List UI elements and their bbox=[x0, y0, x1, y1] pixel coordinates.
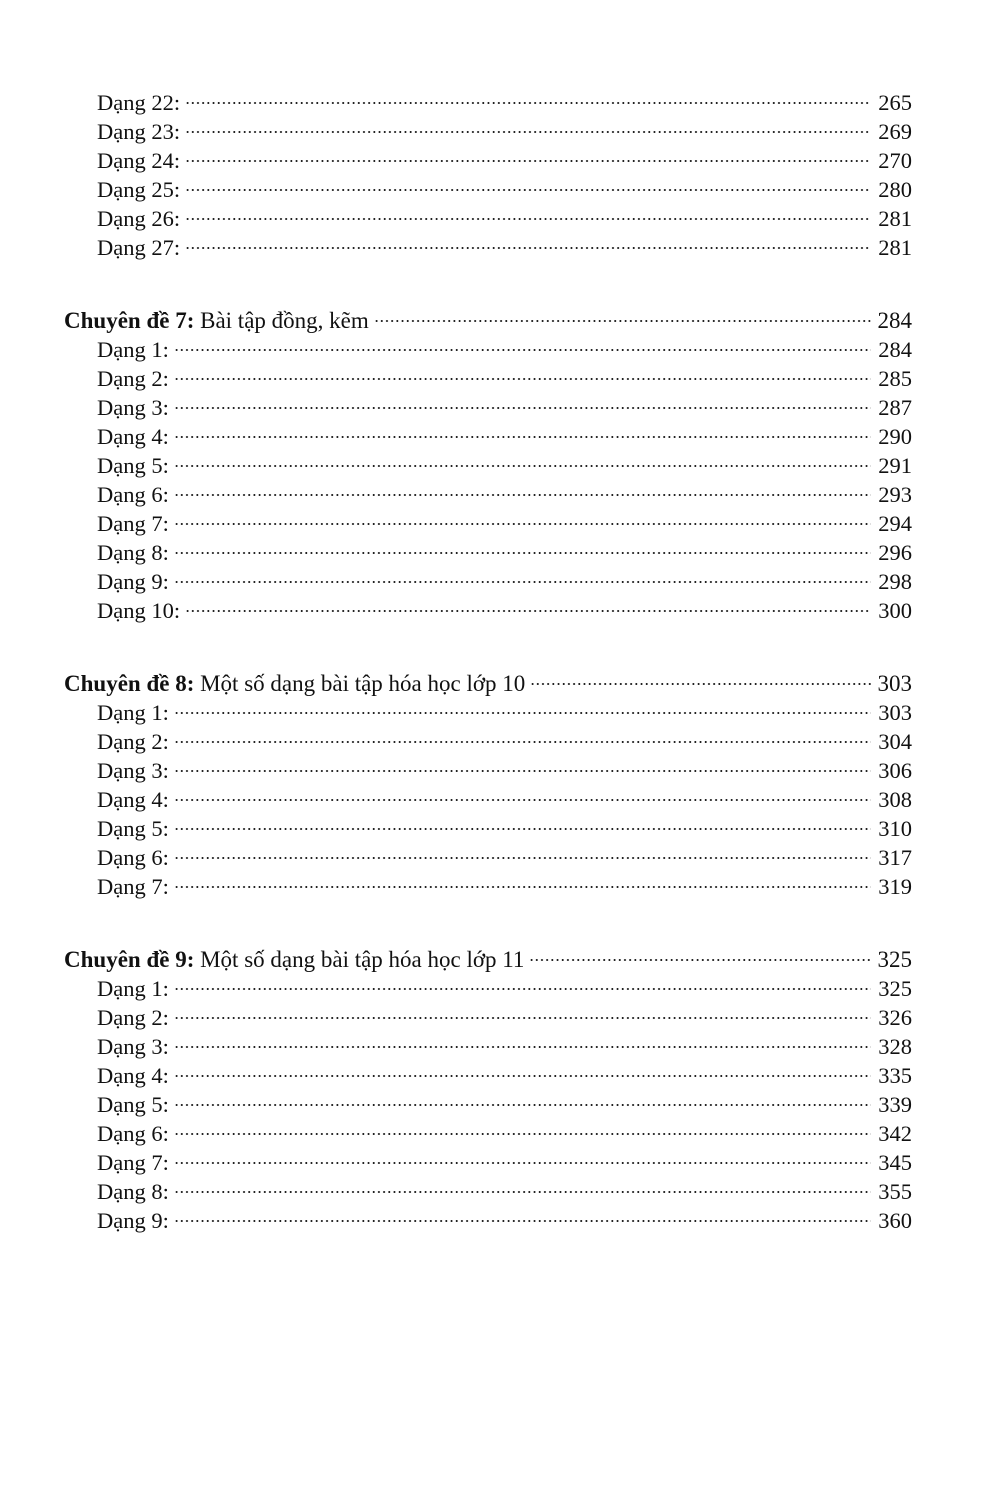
toc-entry[interactable] bbox=[64, 175, 912, 204]
entry-page: 294 bbox=[878, 511, 912, 536]
entry-label: Dạng 25: bbox=[97, 177, 181, 202]
toc-entry[interactable] bbox=[64, 814, 912, 843]
toc-group-continuation bbox=[64, 88, 912, 262]
entry-page: 280 bbox=[878, 177, 912, 202]
entry-label: Dạng 6: bbox=[97, 1121, 169, 1146]
table-of-contents bbox=[64, 88, 912, 1235]
entry-page: 281 bbox=[878, 206, 912, 231]
dot-leader bbox=[174, 523, 871, 525]
dot-leader bbox=[529, 959, 871, 961]
entry-page: 287 bbox=[878, 395, 912, 420]
chapter-title bbox=[64, 306, 369, 335]
entry-page: 285 bbox=[878, 366, 912, 391]
toc-entry[interactable] bbox=[64, 596, 912, 625]
toc-entry[interactable] bbox=[64, 509, 912, 538]
toc-entry[interactable] bbox=[64, 422, 912, 451]
toc-entry[interactable] bbox=[64, 1119, 912, 1148]
entry-label: Dạng 24: bbox=[97, 148, 181, 173]
entry-page: 325 bbox=[878, 976, 912, 1001]
chapter-page: 325 bbox=[877, 947, 912, 972]
dot-leader bbox=[174, 581, 871, 583]
dot-leader bbox=[174, 465, 871, 467]
entry-label: Dạng 8: bbox=[97, 540, 169, 565]
toc-entry[interactable] bbox=[64, 364, 912, 393]
entry-label: Dạng 27: bbox=[97, 235, 181, 260]
chapter-prefix: Chuyên đề 7: bbox=[64, 308, 195, 333]
entry-page: 290 bbox=[878, 424, 912, 449]
entry-label: Dạng 10: bbox=[97, 598, 181, 623]
entry-label: Dạng 3: bbox=[97, 758, 169, 783]
toc-entry[interactable] bbox=[64, 1177, 912, 1206]
dot-leader bbox=[174, 712, 871, 714]
chapter-title bbox=[64, 945, 524, 974]
entry-page: 300 bbox=[878, 598, 912, 623]
entry-page: 303 bbox=[878, 700, 912, 725]
entry-page: 355 bbox=[878, 1179, 912, 1204]
entry-page: 317 bbox=[878, 845, 912, 870]
dot-leader bbox=[185, 218, 871, 220]
toc-entry[interactable] bbox=[64, 756, 912, 785]
entry-page: 345 bbox=[878, 1150, 912, 1175]
dot-leader bbox=[174, 1075, 871, 1077]
entry-page: 335 bbox=[878, 1063, 912, 1088]
entry-page: 270 bbox=[878, 148, 912, 173]
dot-leader bbox=[174, 552, 871, 554]
entry-label: Dạng 3: bbox=[97, 1034, 169, 1059]
entry-page: 326 bbox=[878, 1005, 912, 1030]
entry-label: Dạng 7: bbox=[97, 1150, 169, 1175]
entry-label: Dạng 4: bbox=[97, 1063, 169, 1088]
dot-leader bbox=[174, 494, 871, 496]
entry-label: Dạng 5: bbox=[97, 816, 169, 841]
dot-leader bbox=[185, 610, 871, 612]
dot-leader bbox=[174, 828, 871, 830]
entry-label: Dạng 5: bbox=[97, 1092, 169, 1117]
entry-label: Dạng 1: bbox=[97, 976, 169, 1001]
entry-page: 306 bbox=[878, 758, 912, 783]
dot-leader bbox=[174, 988, 871, 990]
entry-label: Dạng 7: bbox=[97, 874, 169, 899]
dot-leader bbox=[530, 683, 871, 685]
entry-label: Dạng 9: bbox=[97, 569, 169, 594]
toc-entry[interactable] bbox=[64, 480, 912, 509]
toc-entry[interactable] bbox=[64, 1061, 912, 1090]
entry-page: 339 bbox=[878, 1092, 912, 1117]
toc-entry[interactable] bbox=[64, 1090, 912, 1119]
dot-leader bbox=[174, 407, 871, 409]
dot-leader bbox=[174, 1220, 871, 1222]
entry-page: 296 bbox=[878, 540, 912, 565]
toc-entry[interactable] bbox=[64, 1032, 912, 1061]
dot-leader bbox=[174, 378, 871, 380]
entry-label: Dạng 2: bbox=[97, 729, 169, 754]
entry-label: Dạng 2: bbox=[97, 366, 169, 391]
entry-label: Dạng 8: bbox=[97, 1179, 169, 1204]
toc-entry[interactable] bbox=[64, 146, 912, 175]
toc-entry[interactable] bbox=[64, 727, 912, 756]
entry-page: 284 bbox=[878, 337, 912, 362]
dot-leader bbox=[174, 1133, 871, 1135]
chapter-heading[interactable] bbox=[64, 945, 912, 974]
toc-entry[interactable] bbox=[64, 872, 912, 901]
entry-label: Dạng 4: bbox=[97, 787, 169, 812]
toc-entry[interactable] bbox=[64, 785, 912, 814]
entry-label: Dạng 7: bbox=[97, 511, 169, 536]
entry-page: 291 bbox=[878, 453, 912, 478]
toc-entry[interactable] bbox=[64, 393, 912, 422]
entry-label: Dạng 1: bbox=[97, 337, 169, 362]
dot-leader bbox=[185, 189, 871, 191]
entry-page: 293 bbox=[878, 482, 912, 507]
chapter-title bbox=[64, 669, 525, 698]
entry-label: Dạng 22: bbox=[97, 90, 181, 115]
dot-leader bbox=[174, 857, 871, 859]
chapter-name: Một số dạng bài tập hóa học lớp 10 bbox=[200, 671, 526, 696]
toc-entry[interactable] bbox=[64, 204, 912, 233]
dot-leader bbox=[174, 799, 871, 801]
entry-page: 281 bbox=[878, 235, 912, 260]
dot-leader bbox=[174, 1104, 871, 1106]
dot-leader bbox=[174, 1191, 871, 1193]
entry-page: 308 bbox=[878, 787, 912, 812]
entry-page: 328 bbox=[878, 1034, 912, 1059]
toc-entry[interactable] bbox=[64, 117, 912, 146]
entry-page: 310 bbox=[878, 816, 912, 841]
toc-entry[interactable] bbox=[64, 974, 912, 1003]
entry-label: Dạng 6: bbox=[97, 482, 169, 507]
dot-leader bbox=[174, 436, 871, 438]
toc-entry[interactable] bbox=[64, 1003, 912, 1032]
dot-leader bbox=[174, 741, 871, 743]
entry-page: 265 bbox=[878, 90, 912, 115]
toc-entry[interactable] bbox=[64, 1148, 912, 1177]
chapter-page: 303 bbox=[877, 671, 912, 696]
entry-page: 269 bbox=[878, 119, 912, 144]
chapter-prefix: Chuyên đề 9: bbox=[64, 947, 195, 972]
dot-leader bbox=[174, 770, 871, 772]
chapter-heading[interactable] bbox=[64, 669, 912, 698]
entry-page: 360 bbox=[878, 1208, 912, 1233]
entry-page: 319 bbox=[878, 874, 912, 899]
entry-label: Dạng 26: bbox=[97, 206, 181, 231]
toc-entry[interactable] bbox=[64, 1206, 912, 1235]
entry-label: Dạng 3: bbox=[97, 395, 169, 420]
entry-label: Dạng 4: bbox=[97, 424, 169, 449]
toc-entry[interactable] bbox=[64, 88, 912, 117]
toc-entry[interactable] bbox=[64, 233, 912, 262]
dot-leader bbox=[185, 131, 871, 133]
entry-label: Dạng 2: bbox=[97, 1005, 169, 1030]
entry-label: Dạng 9: bbox=[97, 1208, 169, 1233]
toc-group-chapter-9 bbox=[64, 945, 912, 1235]
entry-label: Dạng 1: bbox=[97, 700, 169, 725]
dot-leader bbox=[174, 1017, 871, 1019]
chapter-prefix: Chuyên đề 8: bbox=[64, 671, 195, 696]
entry-label: Dạng 6: bbox=[97, 845, 169, 870]
dot-leader bbox=[174, 349, 871, 351]
toc-entry[interactable] bbox=[64, 538, 912, 567]
dot-leader bbox=[174, 1046, 871, 1048]
toc-entry[interactable] bbox=[64, 567, 912, 596]
dot-leader bbox=[174, 1162, 871, 1164]
toc-entry[interactable] bbox=[64, 451, 912, 480]
dot-leader bbox=[174, 886, 871, 888]
entry-page: 298 bbox=[878, 569, 912, 594]
dot-leader bbox=[185, 160, 871, 162]
chapter-name: Bài tập đồng, kẽm bbox=[200, 308, 369, 333]
entry-page: 304 bbox=[878, 729, 912, 754]
chapter-heading[interactable] bbox=[64, 306, 912, 335]
dot-leader bbox=[374, 320, 871, 322]
entry-page: 342 bbox=[878, 1121, 912, 1146]
toc-entry[interactable] bbox=[64, 843, 912, 872]
chapter-page: 284 bbox=[877, 308, 912, 333]
toc-entry[interactable] bbox=[64, 698, 912, 727]
dot-leader bbox=[185, 247, 871, 249]
entry-label: Dạng 23: bbox=[97, 119, 181, 144]
toc-group-chapter-8 bbox=[64, 669, 912, 901]
entry-label: Dạng 5: bbox=[97, 453, 169, 478]
chapter-name: Một số dạng bài tập hóa học lớp 11 bbox=[200, 947, 525, 972]
toc-group-chapter-7 bbox=[64, 306, 912, 625]
dot-leader bbox=[185, 102, 871, 104]
toc-entry[interactable] bbox=[64, 335, 912, 364]
